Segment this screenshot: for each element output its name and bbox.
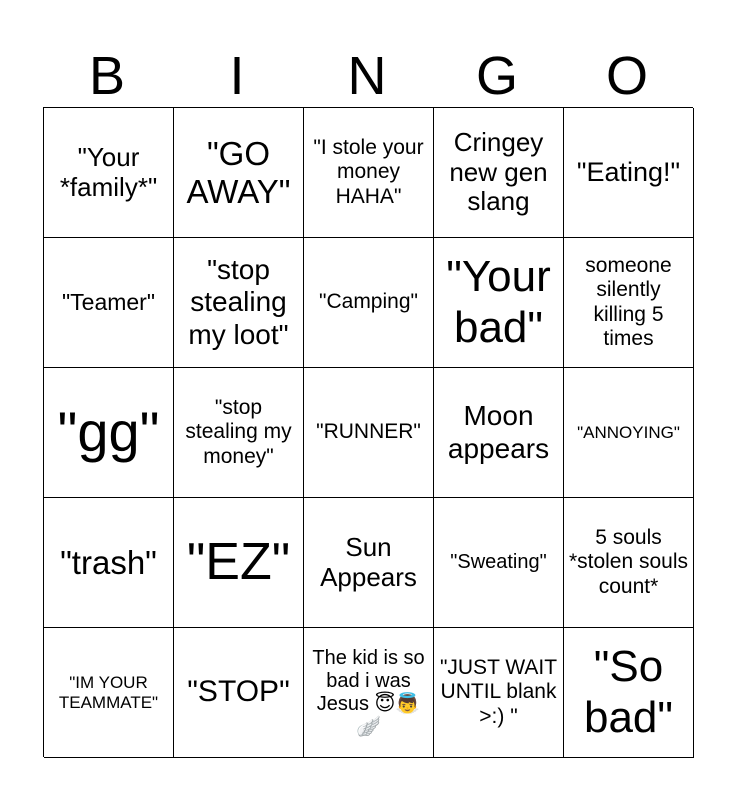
bingo-grid bbox=[43, 107, 693, 757]
bingo-cell[interactable] bbox=[304, 108, 434, 238]
bingo-cell-text: "Sweating" bbox=[450, 551, 547, 573]
bingo-cell[interactable] bbox=[44, 108, 174, 238]
bingo-cell[interactable] bbox=[564, 368, 694, 498]
bingo-cell[interactable] bbox=[174, 368, 304, 498]
bingo-cell[interactable] bbox=[434, 628, 564, 758]
bingo-cell[interactable] bbox=[434, 368, 564, 498]
bingo-cell-text: "stop stealing my money" bbox=[185, 396, 292, 468]
bingo-cell[interactable] bbox=[304, 368, 434, 498]
bingo-cell[interactable] bbox=[304, 498, 434, 628]
bingo-cell[interactable] bbox=[304, 628, 434, 758]
bingo-cell-text: "So bad" bbox=[583, 641, 674, 742]
bingo-cell[interactable] bbox=[174, 498, 304, 628]
bingo-cell-text: "GO AWAY" bbox=[186, 134, 291, 210]
bingo-cell[interactable] bbox=[44, 368, 174, 498]
bingo-cell-text: Cringey new gen slang bbox=[449, 126, 548, 217]
bingo-cell-text: "STOP" bbox=[187, 675, 290, 709]
bingo-cell-text: Sun Appears bbox=[320, 531, 417, 592]
bingo-cell-text: "EZ" bbox=[186, 532, 291, 591]
bingo-cell-text: "Camping" bbox=[319, 290, 418, 314]
bingo-cell-text: "Eating!" bbox=[576, 156, 681, 187]
bingo-cell-text: "IM YOUR TEAMMATE" bbox=[58, 672, 159, 712]
bingo-cell-text: "Your bad" bbox=[446, 251, 551, 352]
bingo-cell-text: someone silently killing 5 times bbox=[585, 254, 672, 350]
bingo-cell[interactable] bbox=[44, 238, 174, 368]
bingo-cell-text: The kid is so bad i was Jesus 😇👼🪽 bbox=[312, 646, 425, 738]
bingo-cell[interactable] bbox=[434, 498, 564, 628]
bingo-cell[interactable] bbox=[564, 498, 694, 628]
bingo-cell-text: 5 souls *stolen souls count* bbox=[568, 526, 689, 598]
bingo-cell-text: "Teamer" bbox=[61, 289, 156, 316]
bingo-cell-text: "Your *family*" bbox=[59, 141, 158, 202]
bingo-cell[interactable] bbox=[564, 628, 694, 758]
bingo-cell[interactable] bbox=[44, 628, 174, 758]
bingo-cell[interactable] bbox=[564, 108, 694, 238]
bingo-cell[interactable] bbox=[564, 238, 694, 368]
bingo-cell-text: "stop stealing my loot" bbox=[188, 254, 289, 350]
bingo-cell[interactable] bbox=[44, 498, 174, 628]
bingo-cell[interactable] bbox=[434, 108, 564, 238]
bingo-cell[interactable] bbox=[434, 238, 564, 368]
bingo-cell-text: "ANNOYING" bbox=[577, 422, 680, 442]
header-letter-g: G bbox=[475, 46, 518, 106]
bingo-cell-text: "gg" bbox=[57, 400, 160, 464]
bingo-cell[interactable] bbox=[304, 238, 434, 368]
bingo-header bbox=[42, 46, 692, 106]
bingo-cell[interactable] bbox=[174, 108, 304, 238]
header-letter-b: B bbox=[88, 46, 126, 106]
bingo-cell-text: "trash" bbox=[60, 543, 157, 581]
header-letter-n: N bbox=[347, 46, 387, 106]
bingo-cell-text: "I stole your money HAHA" bbox=[313, 136, 424, 208]
bingo-cell-text: "JUST WAIT UNTIL blank >:) " bbox=[439, 656, 558, 728]
bingo-cell-text: "RUNNER" bbox=[316, 420, 421, 444]
header-letter-o: O bbox=[605, 46, 648, 106]
bingo-cell[interactable] bbox=[174, 238, 304, 368]
header-letter-i: I bbox=[229, 46, 245, 106]
bingo-cell[interactable] bbox=[174, 628, 304, 758]
bingo-cell-text: Moon appears bbox=[447, 400, 550, 464]
